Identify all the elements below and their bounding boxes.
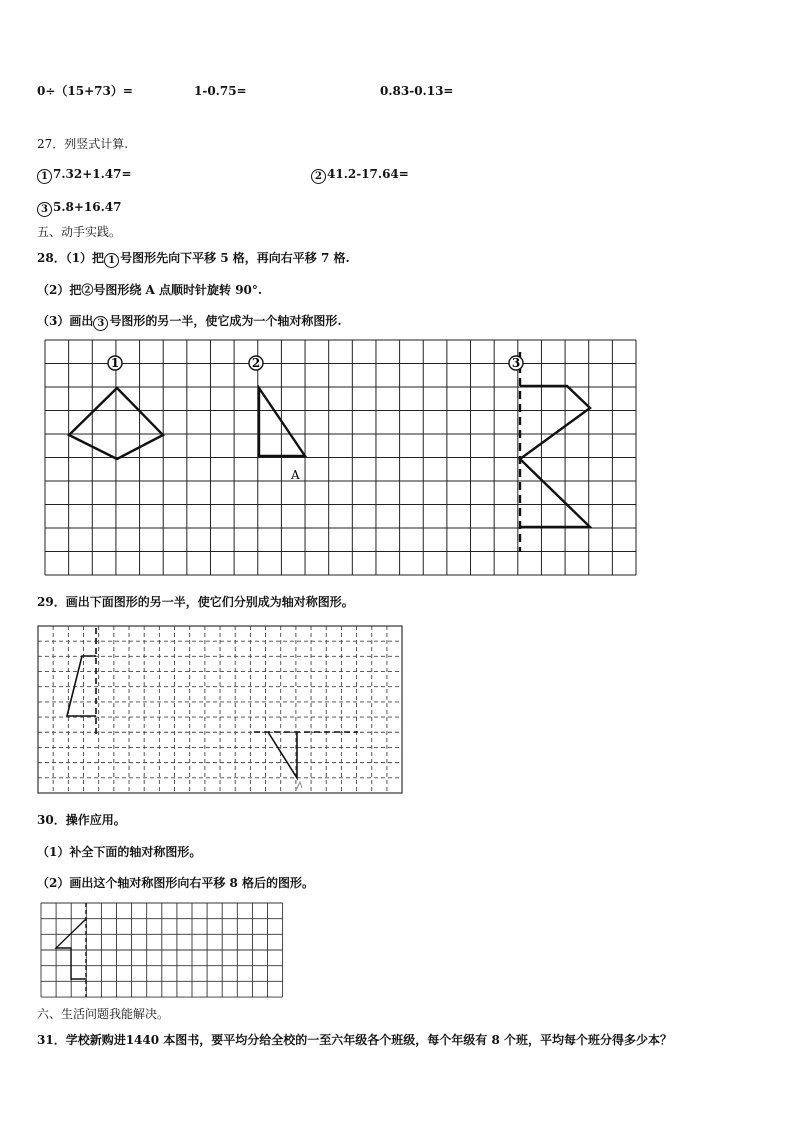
q28-line3-post: 号图形的另一半，使它成为一个轴对称图形. <box>109 314 342 328</box>
circled-number: 3 <box>93 316 108 331</box>
q30-title: 30．操作应用。 <box>37 813 126 827</box>
figure-label-1: 1 <box>110 356 120 370</box>
circled-number: 3 <box>37 202 52 217</box>
q28-line2: （2）把②号图形绕 A 点顺时针旋转 90°. <box>37 283 263 297</box>
circled-number: 2 <box>311 169 326 184</box>
circled-number: 1 <box>37 169 52 184</box>
q28-line1-post: 号图形先向下平移 5 格，再向右平移 7 格. <box>120 251 350 265</box>
q30-line2: （2）画出这个轴对称图形向右平移 8 格后的图形。 <box>37 876 315 890</box>
circled-number: 1 <box>104 253 119 268</box>
figure-label-3: 3 <box>511 356 521 370</box>
q31-text: 31．学校新购进1440 本图书，要平均分给全校的一至六年级各个班级，每个年级有 8 个班，平均每个班分得多少本？ <box>37 1033 672 1047</box>
section5-title: 五、动手实践。 <box>37 225 122 239</box>
figure-label-2: 2 <box>251 356 261 370</box>
q28-line3-pre: （3）画出 <box>37 314 94 328</box>
calc-item-2: 1-0.75= <box>194 84 247 98</box>
q27-item-3-text: 5.8+16.47 <box>53 200 122 214</box>
calc-item-1: 0÷（15+73）= <box>37 84 133 98</box>
q27-title: 27．列竖式计算. <box>37 137 129 151</box>
q28-line1-pre: 28．（1）把 <box>37 251 105 265</box>
section6-title: 六、生活问题我能解决。 <box>37 1007 170 1021</box>
calc-item-3: 0.83-0.13= <box>380 84 454 98</box>
q30-grid <box>41 903 283 997</box>
point-a-label: A <box>291 468 300 482</box>
q27-item-2-text: 41.2-17.64= <box>327 167 409 181</box>
q29-title: 29．画出下面图形的另一半，使它们分别成为轴对称图形。 <box>37 595 354 609</box>
q27-item-1-text: 7.32+1.47= <box>53 167 132 181</box>
q30-line1: （1）补全下面的轴对称图形。 <box>37 845 202 859</box>
